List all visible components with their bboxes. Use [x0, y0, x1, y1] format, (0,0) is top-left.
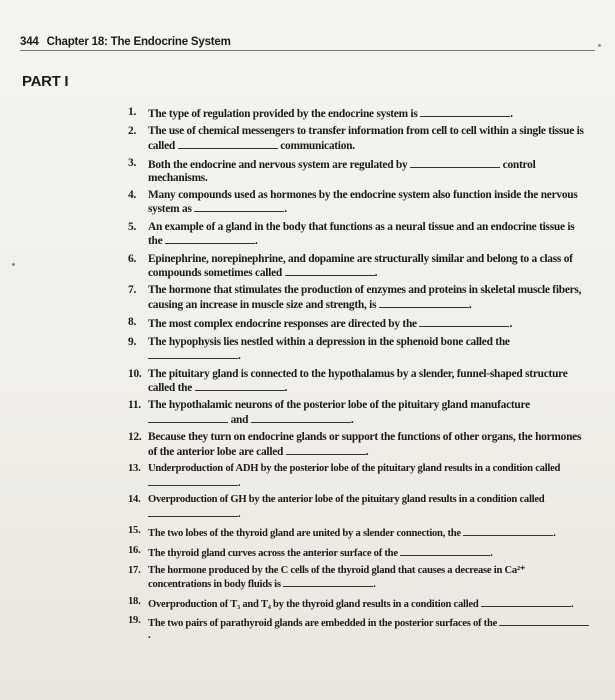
question-text-end: .: [350, 413, 354, 426]
question-9: [128, 336, 590, 363]
answer-blank[interactable]: [379, 297, 469, 308]
question-number: 6.: [128, 252, 137, 265]
answer-blank[interactable]: [410, 157, 500, 168]
question-6: [128, 253, 590, 280]
answer-blank[interactable]: [481, 596, 571, 607]
question-17: [128, 565, 590, 591]
question-text-end: .: [284, 381, 288, 394]
question-16: [128, 545, 590, 560]
question-number: 14.: [128, 494, 141, 506]
answer-blank[interactable]: [285, 265, 375, 276]
question-text: The use of chemical messengers to transfer information from cell to cell within a single tissue is called: [148, 125, 584, 152]
question-text-end: .: [238, 477, 241, 489]
question-number: 18.: [128, 595, 141, 607]
question-text: The hypothalamic neurons of the posterior lobe of the pituitary gland manufacture: [148, 399, 530, 412]
question-text: The hormone that stimulates the production of enzymes and proteins in skeletal muscle fibers, causing an increase in muscle size and strength, is: [148, 284, 582, 311]
question-text: The most complex endocrine responses are directed by the: [148, 318, 417, 331]
question-10: [128, 368, 590, 395]
question-text: Because they turn on endocrine glands or support the functions of other organs, the hormones of the anterior lobe are called: [148, 431, 582, 458]
question-12: [128, 431, 590, 458]
part-heading: PART I: [22, 73, 69, 90]
question-18: [128, 596, 590, 611]
answer-blank[interactable]: [251, 412, 351, 423]
question-text-end: control mechanisms.: [148, 159, 536, 184]
question-number: 2.: [128, 125, 137, 138]
question-15: [128, 525, 590, 540]
answer-blank[interactable]: [499, 615, 589, 626]
question-1: [128, 106, 590, 120]
question-text-end: .: [490, 547, 493, 559]
question-text: Many compounds used as hormones by the endocrine system also function inside the nervous system as: [148, 189, 578, 216]
question-14: [128, 494, 590, 520]
question-text: Overproduction of T₃ and T₄ by the thyroid gland results in a condition called: [148, 598, 479, 610]
question-number: 16.: [128, 544, 141, 556]
answer-blank[interactable]: [148, 412, 228, 423]
question-11: [128, 399, 590, 426]
answer-blank[interactable]: [195, 380, 285, 391]
question-text-end: .: [510, 108, 513, 120]
question-text: Overproduction of GH by the anterior lobe of the pituitary gland results in a condition called: [148, 494, 545, 506]
question-text-end: .: [374, 267, 378, 280]
question-number: 10.: [128, 367, 142, 380]
question-number: 3.: [128, 157, 137, 170]
question-3: [128, 157, 590, 184]
question-text: The pituitary gland is connected to the hypothalamus by a slender, funnel-shaped structure called the: [148, 367, 568, 394]
question-text: The hypophysis lies nestled within a depression in the sphenoid bone called the: [148, 335, 510, 348]
answer-blank[interactable]: [165, 233, 255, 244]
question-number: 1.: [128, 106, 137, 118]
question-number: 4.: [128, 189, 137, 202]
running-header: [20, 36, 595, 51]
chapter-title: Chapter 18: The Endocrine System: [46, 36, 231, 48]
page-speck: [598, 44, 601, 47]
question-number: 8.: [128, 316, 137, 329]
question-4: [128, 189, 590, 216]
question-number: 19.: [128, 615, 141, 627]
question-text-end: .: [148, 629, 151, 641]
answer-blank[interactable]: [148, 348, 238, 359]
question-number: 5.: [128, 220, 137, 233]
question-text: Epinephrine, norepinephrine, and dopamine are structurally similar and belong to a class of compounds sometimes called: [148, 252, 573, 280]
question-text-end: .: [255, 235, 258, 248]
question-text: Underproduction of ADH by the posterior lobe of the pituitary gland results in a condition called: [148, 462, 561, 474]
question-number: 7.: [128, 284, 137, 297]
question-text-end: .: [284, 203, 287, 216]
answer-blank[interactable]: [463, 525, 553, 536]
question-number: 9.: [128, 335, 137, 348]
question-text-end: .: [468, 298, 472, 311]
question-2: [128, 125, 590, 152]
question-text: An example of a gland in the body that functions as a neural tissue and an endocrine tissue is the: [148, 220, 575, 248]
question-19: [128, 615, 590, 641]
question-text-end: .: [373, 579, 376, 591]
page-number: 344: [20, 36, 39, 48]
question-number: 12.: [128, 431, 142, 444]
answer-blank[interactable]: [194, 201, 284, 212]
answer-blank[interactable]: [286, 444, 366, 455]
answer-blank[interactable]: [148, 506, 238, 517]
question-text-mid: and: [230, 413, 249, 426]
question-8: [128, 316, 590, 330]
question-text: The two lobes of the thyroid gland are united by a slender connection, the: [148, 528, 461, 540]
question-text-end: .: [553, 528, 556, 540]
question-number: 13.: [128, 462, 141, 474]
answer-blank[interactable]: [400, 545, 490, 556]
question-text: The thyroid gland curves across the anterior surface of the: [148, 547, 398, 559]
answer-blank[interactable]: [283, 576, 373, 587]
question-text-end: .: [365, 445, 369, 458]
page-speck: [12, 263, 15, 266]
answer-blank[interactable]: [178, 138, 278, 149]
question-text-end: .: [238, 350, 241, 363]
question-text: The type of regulation provided by the endocrine system is: [148, 108, 418, 120]
question-text: The two pairs of parathyroid glands are embedded in the posterior surfaces of the: [148, 618, 498, 630]
question-5: [128, 221, 590, 248]
question-13: [128, 463, 590, 489]
question-text-end: communication.: [280, 139, 355, 152]
question-7: [128, 284, 590, 311]
answer-blank[interactable]: [420, 106, 510, 117]
question-text-end: .: [238, 508, 241, 520]
question-number: 17.: [128, 564, 141, 576]
question-text: Both the endocrine and nervous system are regulated by: [148, 159, 408, 172]
question-number: 11.: [128, 399, 141, 412]
answer-blank[interactable]: [148, 475, 238, 486]
question-text-end: .: [570, 598, 574, 610]
question-number: 15.: [128, 525, 141, 537]
answer-blank[interactable]: [419, 316, 509, 327]
question-list: [128, 106, 590, 646]
question-text-end: .: [509, 318, 513, 331]
question-text: The hormone produced by the C cells of the thyroid gland that causes a decrease in Ca²⁺ concentrations in body fluids is: [148, 564, 526, 591]
